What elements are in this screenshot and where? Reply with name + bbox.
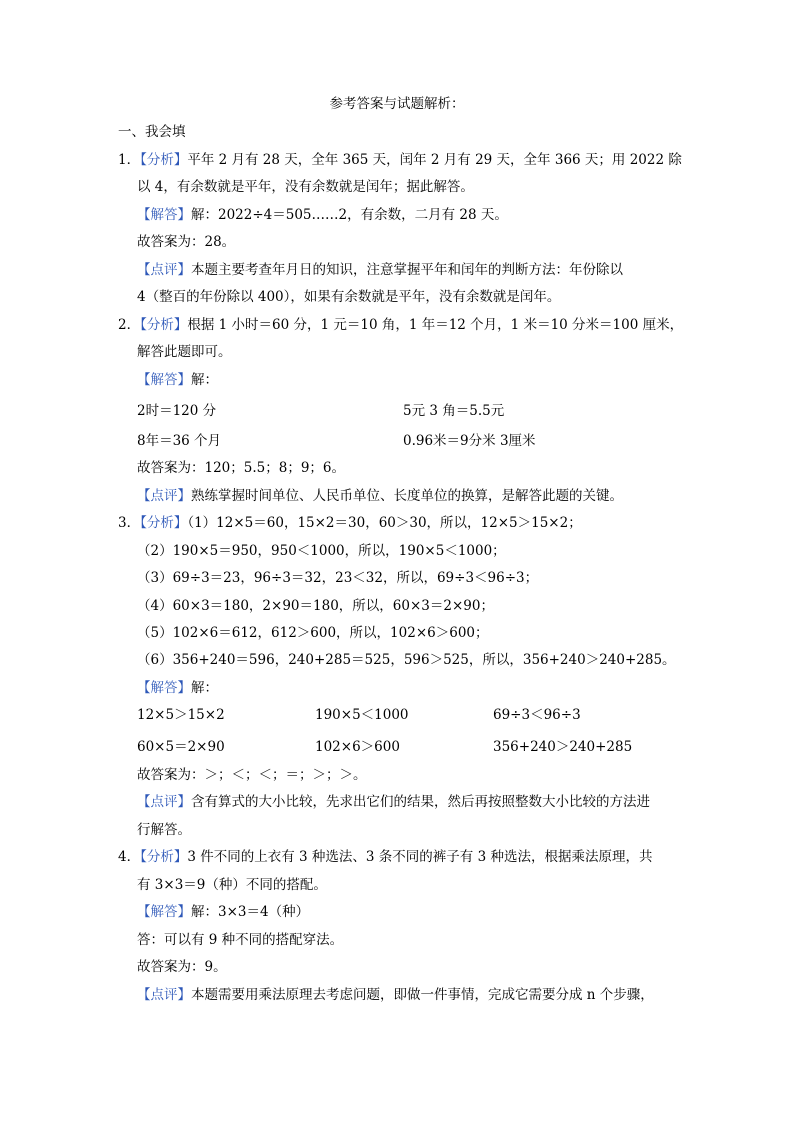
q2-comment-text: 熟练掌握时间单位、人民币单位、长度单位的换算，是解答此题的关键。 (191, 488, 623, 504)
analysis-tag: 【分析】 (140, 849, 188, 865)
q1-comment-line-2: 4（整百的年份除以 400），如果有余数就是平年，没有余数就是闰年。 (137, 289, 561, 305)
q3-number: 3． (118, 515, 141, 531)
q3-analysis-line-1 (118, 514, 582, 532)
q1-analysis-text-1: 平年 2 月有 28 天，全年 365 天，闰年 2 月有 29 天，全年 366 天；用 2022 除 (187, 152, 682, 168)
answer-tag: 【解答】 (137, 904, 191, 920)
answer-tag: 【解答】 (137, 207, 191, 223)
q3-answer-text: 解： (191, 680, 218, 696)
q3-analysis-5: （5）102×6＝612，612＞600，所以，102×6＞600； (137, 625, 489, 641)
q3-comment-line-1 (137, 793, 650, 811)
q4-number: 4． (118, 849, 141, 865)
q2-final: 故答案为：120；5.5；8；9；6。 (137, 460, 346, 476)
analysis-tag: 【分析】 (140, 515, 188, 531)
q3-analysis-2: （2）190×5＝950，950＜1000，所以，190×5＜1000； (137, 543, 506, 559)
q2-analysis-line-1 (118, 316, 683, 334)
q4-answer (137, 903, 309, 921)
q1-analysis-line-2: 以 4，有余数就是平年，没有余数就是闰年；据此解答。 (137, 179, 474, 195)
q2-answer-text: 解： (191, 372, 218, 388)
comment-tag: 【点评】 (137, 794, 191, 810)
answer-tag: 【解答】 (137, 680, 191, 696)
q3-result-r1c1: 12×5＞15×2 (137, 707, 225, 723)
q4-analysis-text-1: 3 件不同的上衣有 3 种选法、3 条不同的裤子有 3 种选法，根据乘法原理，共 (187, 849, 653, 865)
q4-analysis-line-2: 有 3×3＝9（种）不同的搭配。 (137, 877, 327, 893)
q2-result-r2c2: 0.96米＝9分米 3厘米 (403, 433, 536, 449)
q2-result-r1c2: 5元 3 角＝5.5元 (403, 403, 505, 419)
q3-result-r2c1: 60×5＝2×90 (137, 739, 225, 755)
q1-analysis-line-1 (118, 151, 682, 169)
q4-final: 故答案为：9。 (137, 959, 227, 975)
q4-comment (137, 986, 654, 1004)
q4-reply: 答：可以有 9 种不同的搭配穿法。 (137, 932, 344, 948)
q1-comment-line-1 (137, 261, 623, 279)
q4-answer-text: 解：3×3＝4（种） (191, 904, 310, 920)
page-title: 参考答案与试题解析： (329, 96, 465, 112)
q3-result-r2c2: 102×6＞600 (315, 739, 400, 755)
q3-result-r1c2: 190×5＜1000 (315, 707, 409, 723)
q1-final: 故答案为：28。 (137, 234, 236, 250)
q2-analysis-text-1: 根据 1 小时＝60 分，1 元＝10 角，1 年＝12 个月，1 米＝10 分米＝100 厘米， (187, 317, 684, 333)
q3-comment-text-1: 含有算式的大小比较，先求出它们的结果，然后再按照整数大小比较的方法进 (191, 794, 650, 810)
section-heading: 一、我会填 (118, 124, 186, 140)
comment-tag: 【点评】 (137, 262, 191, 278)
q3-analysis-4: （4）60×3＝180，2×90＝180，所以，60×3＝2×90； (137, 598, 494, 614)
q3-result-r2c3: 356+240＞240+285 (493, 739, 633, 755)
comment-tag: 【点评】 (137, 987, 191, 1003)
q2-answer (137, 371, 218, 389)
q1-answer (137, 206, 508, 224)
q2-result-r1c1: 2时＝120 分 (137, 403, 217, 419)
analysis-tag: 【分析】 (140, 317, 188, 333)
q2-number: 2． (118, 317, 141, 333)
q3-analysis-1: （1）12×5＝60，15×2＝30，60＞30，所以，12×5＞15×2； (187, 515, 582, 531)
answer-tag: 【解答】 (137, 372, 191, 388)
q3-analysis-6: （6）356+240＝596，240+285＝525，596＞525，所以，356+240＞240+285。 (137, 652, 676, 668)
q3-analysis-3: （3）69÷3＝23，96÷3＝32，23＜32，所以，69÷3＜96÷3； (137, 570, 539, 586)
q3-comment-line-2: 行解答。 (137, 822, 191, 838)
q2-comment (137, 487, 623, 505)
q1-comment-text-1: 本题主要考查年月日的知识，注意掌握平年和闰年的判断方法：年份除以 (191, 262, 623, 278)
comment-tag: 【点评】 (137, 488, 191, 504)
q4-analysis-line-1 (118, 848, 652, 866)
q1-number: 1． (118, 152, 141, 168)
analysis-tag: 【分析】 (140, 152, 188, 168)
q3-result-r1c3: 69÷3＜96÷3 (493, 707, 581, 723)
q3-answer (137, 679, 218, 697)
q2-result-r2c1: 8年＝36 个月 (137, 433, 222, 449)
q2-analysis-line-2: 解答此题即可。 (137, 344, 232, 360)
q3-final: 故答案为：＞；＜；＜；＝；＞；＞。 (137, 767, 367, 783)
q1-answer-text: 解：2022÷4＝505……2，有余数，二月有 28 天。 (191, 207, 508, 223)
q4-comment-text: 本题需要用乘法原理去考虑问题，即做一件事情，完成它需要分成 n 个步骤， (191, 987, 654, 1003)
